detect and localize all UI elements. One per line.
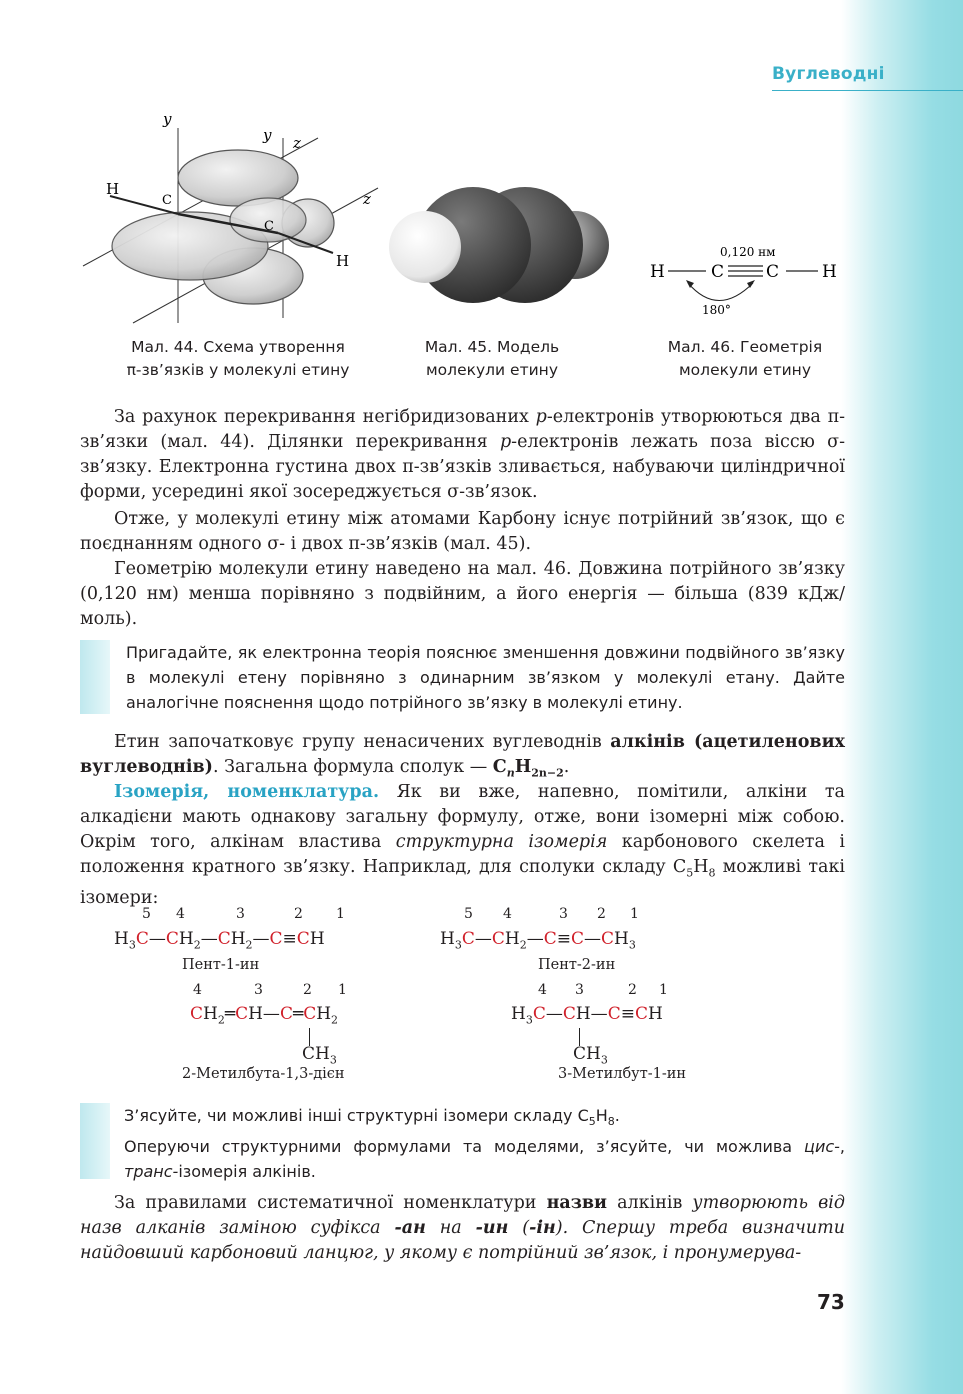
svg-text:C: C [711,262,725,282]
paragraph-isomerism: Ізомерія, номенклатура. Як ви вже, напевно, помітили, алкіни та алкадієни мають однакову загальну формулу, отже, вони ізомерні між собою. Окрім того, алкінам властива структурна ізомерія карбонового скелета і положення кратного зв’язку. Наприклад, для сполуки складу $C_5H_8$ можливі такі ізомери: [80,782,846,908]
svg-text:H: H [106,180,120,198]
question-box-isomers: З’ясуйте, чи можливі інші структурні ізомери складу $C_5H_8$. Оперуючи структурними формулами та моделями, з’ясуйте, чи можлива цис-, транс-ізомерія алкінів. [80,1103,845,1179]
question-box-bar [80,640,110,714]
figure-46-geometry [648,238,848,323]
svg-text:H: H [822,262,837,282]
svg-text:H: H [336,252,350,270]
question-box-bar [80,1103,110,1179]
general-formula: $C_nH_{2n-2}$ [492,757,564,780]
figure-46-caption: Мал. 46. Геометрія молекули етину [667,338,823,379]
section-title: Вуглеводні [772,64,885,84]
paragraph-triple-bond: Отже, у молекулі етину між атомами Карбону існує потрійний зв’язок, що є поєднанням одного σ- і двох π-зв’язків (мал. 45). [80,509,845,554]
question-box-electron-theory: Пригадайте, як електронна теорія пояснює зменшення довжини подвійного зв’язку в молекулі етену порівняно з одинарним зв’язком у молекулі етану. Дайте аналогічне пояснення щодо потрійного зв’язку в молекулі етину. [80,640,845,714]
svg-text:z: z [293,134,301,152]
figure-44-caption: Мал. 44. Схема утворення π-зв’язків у молекулі етину [126,338,350,379]
paragraph-alkynes-intro: Етин започатковує групу ненасичених вуглеводнів алкінів (ацетиленових вуглеводнів). Загальна формула сполук — $C_nH_{2n-2}$. [80,732,845,780]
svg-text:C: C [162,193,172,208]
page-number: 73 [817,1290,845,1314]
svg-text:y: y [263,126,272,144]
svg-text:0,120 нм: 0,120 нм [720,245,776,259]
figure-45-space-filling-model [385,165,615,325]
svg-text:y: y [163,110,172,128]
figure-45-caption: Мал. 45. Модель молекули етину [424,338,560,379]
figure-44-pi-bond-scheme [78,108,398,333]
header-rule [772,90,963,91]
svg-text:H: H [650,262,665,282]
svg-text:z: z [363,190,371,208]
svg-text:180°: 180° [702,303,731,317]
paragraph-geometry: Геометрію молекули етину наведено на мал. 46. Довжина потрійного зв’язку (0,120 нм) менша порівняно з подвійним, а його енергія — більша (839 кДж/моль). [80,559,845,629]
page-edge-decoration [841,0,963,1394]
paragraph-nomenclature: За правилами систематичної номенклатури назви алкінів утворюють від назв алканів заміною суфікса -ан на -ин (-ін). Спершу треба визначити найдовший карбоновий ланцюг, у якому є потрійний зв’язок, і пронумерува- [80,1193,845,1263]
paragraph-pi-bonds: За рахунок перекривання негібридизованих p-електронів утворюються два π-зв’язки (мал. 44). Ділянки перекривання p-електронів лежать поза віссю σ-зв’язку. Електронна густина двох π-зв’язків зливається, набуваючи циліндричної форми, усередині якої зосереджується σ-зв’язок. [80,407,845,502]
section-heading-isomerism: Ізомерія, номенклатура. [114,782,380,802]
svg-text:C: C [264,219,274,234]
svg-text:C: C [766,262,780,282]
